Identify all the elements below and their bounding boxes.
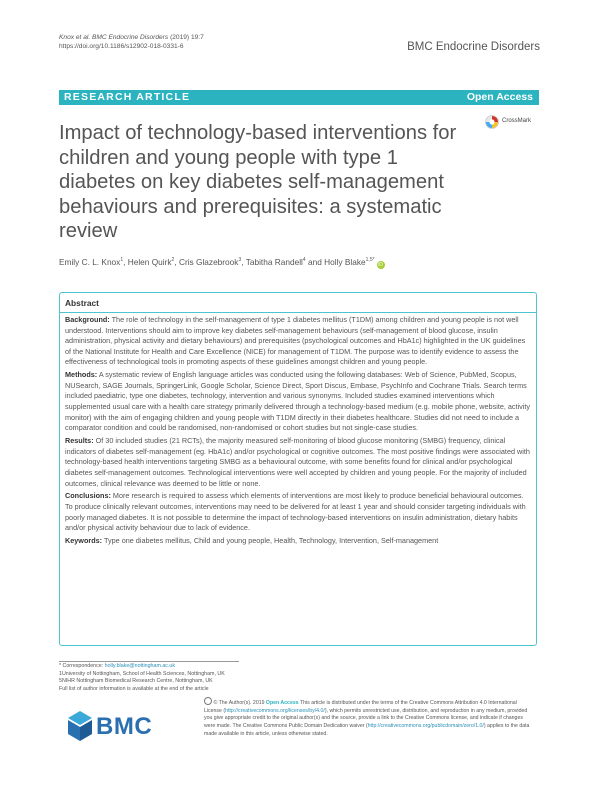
header-citation: Knox et al. BMC Endocrine Disorders <box>59 34 169 41</box>
affiliation-1: 1University of Nottingham, School of Health Sciences, Nottingham, UK <box>59 670 225 677</box>
article-title: Impact of technology-based interventions for children and young people with type 1 diabetes on key diabetes self-management behaviours and prerequisites: a systematic review <box>59 122 457 243</box>
abstract-conclusions: Conclusions: More research is required to assess which elements of interventions are most likely to produce beneficial behavioural outcomes. To produce clinically relevant outcomes, interventions may need to be delivered for at least 1 year and should consider targeting individuals with poorly managed diabetes. It is not possible to determine the impact of technology-based interventions on insulin administration, dietary habits and/or physical activity behaviour due to lack of evidence. <box>65 491 526 533</box>
affiliation-5: 5NIHR Nottingham Biomedical Research Centre, Nottingham, UK <box>59 678 213 685</box>
cc-by-link[interactable]: http://creativecommons.org/licenses/by/4.0/ <box>225 707 325 714</box>
abstract-results: Results: Of 30 included studies (21 RCTs), the majority measured self-monitoring of blood glucose monitoring (SMBG) frequency, clinical indicators of diabetes self-management (eg. HbA1c) and/or psychological or cognitive outcomes. The most positive findings were associated with technology-based health interventions targeting SMBG as a behavioural outcome, with some benefits found for clinical and/or psychological diabetes self-management outcomes. Technological interventions were well accepted by children and young people. For the majority of included outcomes, clinical relevance was deemed to be little or none. <box>65 436 530 488</box>
correspondence: * Correspondence: holly.blake@nottingham.ac.uk <box>59 663 175 669</box>
license-statement: © The Author(s). 2019 Open Access This article is distributed under the terms of the Creative Commons Attribution 4.0 International License (http://creativecommons.org/licenses/by/4.0/), which permits unrestricted use, distribution, and reproduction in any medium, provided you give appropriate credit to the original author(s) and the source, provide a link to the Creative Commons license, and indicate if changes were made. The Creative Commons Public Domain Dedication waiver (http://creativecommons.org/publicdomain/zero/1.0/) applies to the data made available in this article, unless otherwise stated. <box>204 697 530 739</box>
header-year-pages: (2019) 19:7 <box>170 34 204 41</box>
crossmark-badge[interactable] <box>485 114 545 134</box>
abstract-background: Background: The role of technology in the self-management of type 1 diabetes mellitus (T1DM) among children and young people is not well understood. Interventions should aim to improve key diabetes self-management behaviours (self-management of blood glucose, insulin administration, physical activity and dietary behaviours) and prerequisites (psychological outcomes and HbA1c) highlighted in the UK guidelines of the National Institute for Health and Care Excellence (NICE) for management of T1DM. The purpose was to identify evidence to assess the effectiveness of technological tools in promoting aspects of these guidelines amongst children and young people. <box>65 315 526 367</box>
abstract-keywords: Keywords: Type one diabetes mellitus, Child and young people, Health, Technology, Intervention, Self-management <box>65 536 439 546</box>
author[interactable]: Helen Quirk$^2$ <box>127 257 175 267</box>
bmc-logo-icon <box>66 709 94 743</box>
copyright-icon <box>204 697 212 705</box>
orcid-icon[interactable]: iD <box>378 262 383 268</box>
footnotes <box>59 663 359 693</box>
author[interactable]: Emily C. L. Knox$^1$ <box>59 257 124 267</box>
crossmark-label: CrossMark <box>502 118 532 124</box>
footnote-divider <box>59 661 239 662</box>
article-type-label: RESEARCH ARTICLE <box>64 91 191 103</box>
header-doi[interactable]: https://doi.org/10.1186/s12902-018-0331-6 <box>59 43 184 51</box>
crossmark-icon <box>485 115 499 129</box>
abstract-methods: Methods: A systematic review of English language articles was conducted using the following databases: Web of Science, PubMed, Scopus, NUSearch, SAGE Journals, SpringerLink, Google Scholar, Science Direct, Sport Discus, Embase, PsychInfo and Cochrane Trials. Search terms included paediatric, type one diabetes, technology, intervention and various synonyms. Included studies examined interventions which supplemented usual care with a health care strategy primarily delivered through a technology-based medium (e.g. mobile phone, website, activity monitor) with the aim of engaging children and young people with T1DM directly in their diabetes healthcare. Studies did not need to include a comparator condition and could be randomised, non-randomised or cohort studies but not single-case studies. <box>65 370 531 433</box>
article-type-banner <box>59 90 539 105</box>
author[interactable]: Cris Glazebrook$^3$ <box>178 257 242 267</box>
author-list: Emily C. L. Knox$^1$, Helen Quirk$^2$, Cris Glazebrook$^3$, Tabitha Randell$^4$ and Holly Blake$^{1,5*}$iD <box>59 257 383 268</box>
bmc-logo <box>66 706 176 746</box>
open-access-label: Open Access <box>466 91 533 103</box>
running-header <box>59 33 204 51</box>
abstract-heading: Abstract <box>65 298 99 308</box>
abstract-box <box>59 292 537 646</box>
author[interactable]: Holly Blake$^{1,5*}$ <box>324 257 375 267</box>
correspondence-email[interactable]: holly.blake@nottingham.ac.uk <box>104 663 175 669</box>
author-info-note: Full list of author information is available at the end of the article <box>59 685 209 692</box>
abstract-body <box>65 315 533 549</box>
journal-name: BMC Endocrine Disorders <box>407 41 540 53</box>
abstract-divider <box>60 312 536 313</box>
cc0-link[interactable]: http://creativecommons.org/publicdomain/zero/1.0/ <box>367 723 484 730</box>
author[interactable]: Tabitha Randell$^4$ <box>245 257 306 267</box>
bmc-logo-text: BMC <box>96 713 153 740</box>
